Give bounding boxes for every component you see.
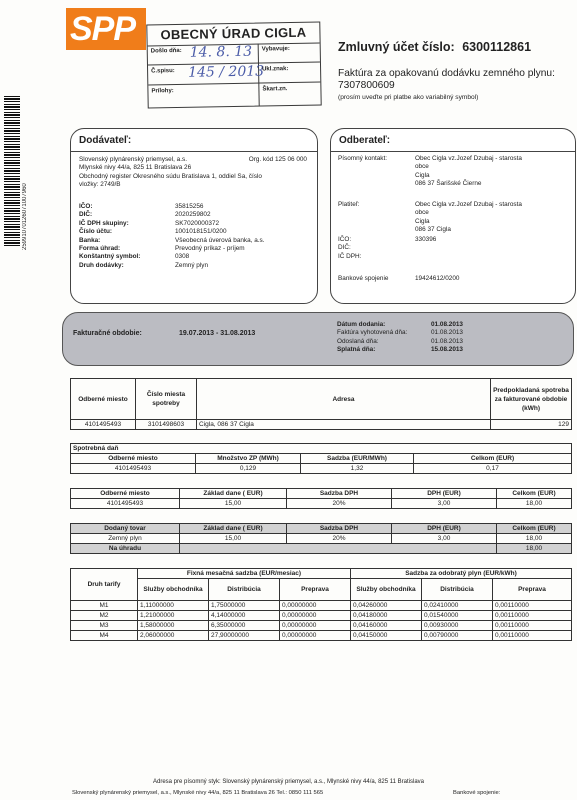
invoice-title bbox=[338, 68, 555, 92]
customer-box bbox=[330, 128, 576, 304]
supplier-field-row bbox=[79, 245, 311, 253]
excise-tax-table bbox=[70, 443, 572, 474]
supplier-field-row bbox=[79, 211, 311, 219]
vat-cell: 3,00 bbox=[392, 499, 497, 509]
tariff-col-label: Druh tarify bbox=[71, 569, 138, 601]
supplier-field-value: Všeobecná úverová banka, a.s. bbox=[175, 236, 265, 244]
payer-line: Obec Cigla vz.Jozef Dzubaj - starosta bbox=[415, 201, 522, 208]
tariff-row bbox=[71, 631, 572, 641]
supplier-field-row bbox=[79, 237, 311, 245]
office-stamp bbox=[146, 21, 321, 108]
goods-header: Dodaný tovar bbox=[71, 524, 180, 534]
vat-cell: 15,00 bbox=[180, 499, 287, 509]
contact-line: 086 37 Šarišské Čierne bbox=[415, 180, 482, 188]
supplier-address bbox=[79, 156, 311, 190]
supplier-field-label: IČ DPH skupiny: bbox=[79, 219, 129, 227]
period-date-row bbox=[337, 321, 517, 329]
period-date-value: 01.08.2013 bbox=[431, 337, 463, 345]
supplier-field-label: Číslo účtu: bbox=[79, 228, 113, 236]
excise-cell: 1,32 bbox=[301, 464, 414, 474]
tariff-subheader: Preprava bbox=[493, 579, 572, 601]
period-date-row bbox=[337, 346, 517, 354]
goods-cell: 18,00 bbox=[497, 534, 572, 544]
stamp-title: OBECNÝ ÚRAD CIGLA bbox=[147, 23, 319, 47]
supplier-field-value: Prevodný príkaz - príjem bbox=[175, 244, 245, 252]
col-predpokladana: Predpokladaná spotreba za fakturované obdobie (kWh) bbox=[491, 379, 572, 420]
stamp-doslo-value: 14. 8. 13 bbox=[189, 43, 253, 61]
period-date-label: Odoslaná dňa: bbox=[337, 337, 379, 345]
period-label: Fakturačné obdobie: bbox=[73, 330, 142, 337]
supplier-register-2: vložky: 2749/B bbox=[79, 181, 121, 189]
invoice-number: 7307800609 bbox=[338, 80, 395, 91]
period-date-value: 01.08.2013 bbox=[431, 329, 463, 337]
excise-header: Sadzba (EUR/MWh) bbox=[301, 454, 414, 464]
tariff-cell: 1,11000000 bbox=[138, 601, 209, 611]
place-cell: 129 bbox=[491, 420, 572, 430]
col-adresa: Adresa bbox=[197, 379, 491, 420]
supplier-title: Dodávateľ: bbox=[79, 135, 132, 146]
supplier-fields bbox=[79, 203, 311, 270]
excise-header: Odberné miesto bbox=[71, 454, 196, 464]
tariff-cell: 0,00790000 bbox=[422, 631, 493, 641]
ico-label: IČO: bbox=[338, 236, 352, 243]
goods-cell: 15,00 bbox=[180, 534, 287, 544]
tariff-cell: 0,00000000 bbox=[280, 601, 351, 611]
excise-header: Celkom (EUR) bbox=[414, 454, 572, 464]
supplier-field-label: Konštantný symbol: bbox=[79, 253, 141, 261]
period-date-label: Dátum dodania: bbox=[337, 321, 386, 328]
stamp-prilohy-label: Prílohy: bbox=[151, 88, 174, 95]
customer-ids bbox=[338, 236, 361, 261]
payer-line: Cigla bbox=[415, 217, 430, 225]
goods-header: Celkom (EUR) bbox=[497, 524, 572, 534]
tariff-cell: 0,04180000 bbox=[351, 611, 422, 621]
bank-value: 19424612/0200 bbox=[415, 275, 460, 282]
excise-cell: 0,129 bbox=[196, 464, 301, 474]
tariff-subheader: Služby obchodníka bbox=[351, 579, 422, 601]
supplier-field-label: IČO: bbox=[79, 203, 93, 210]
total-value: 18,00 bbox=[497, 544, 572, 554]
period-date-row bbox=[337, 329, 517, 337]
account-number bbox=[338, 40, 531, 54]
tariff-cell: 0,04260000 bbox=[351, 601, 422, 611]
place-cell: 3101498603 bbox=[136, 420, 197, 430]
tariff-cell: 0,04150000 bbox=[351, 631, 422, 641]
tariff-group-fixed: Fixná mesačná sadzba (EUR/mesiac) bbox=[138, 569, 351, 579]
tariff-cell: M3 bbox=[71, 621, 138, 631]
delivery-point-table bbox=[70, 378, 572, 430]
stamp-doslo-label: Došlo dňa: bbox=[150, 47, 182, 55]
payer-lines bbox=[415, 201, 571, 235]
supplier-field-value: 1001018151/0200 bbox=[175, 228, 227, 236]
excise-header: Množstvo ZP (MWh) bbox=[196, 454, 301, 464]
tariff-cell: 0,00110000 bbox=[493, 601, 572, 611]
tariff-cell: 0,01540000 bbox=[422, 611, 493, 621]
tariff-subheader: Služby obchodníka bbox=[138, 579, 209, 601]
tariff-cell: 0,00110000 bbox=[493, 611, 572, 621]
footer-address: Adresa pre písomný styk: Slovenský plynárenský priemysel, a.s., Mlynské nivy 44/a, 825 11 Bratislava bbox=[152, 779, 424, 785]
tariff-cell: 4,14000000 bbox=[209, 611, 280, 621]
goods-header: DPH (EUR) bbox=[392, 524, 497, 534]
goods-cell: 3,00 bbox=[392, 534, 497, 544]
vat-cell: 18,00 bbox=[497, 499, 572, 509]
billing-period-bar bbox=[62, 312, 574, 366]
stamp-vybavuje-label: Vybavuje: bbox=[261, 46, 290, 53]
period-date-row bbox=[337, 338, 517, 346]
period-date-label: Splatná dňa: bbox=[337, 346, 376, 354]
tariff-group-consumption: Sadzba za odobratý plyn (EUR/kWh) bbox=[351, 569, 572, 579]
tariff-cell: 1,58000000 bbox=[138, 621, 209, 631]
col-odberne-miesto: Odberné miesto bbox=[71, 379, 136, 420]
payer-line: 086 37 Cigla bbox=[415, 226, 451, 234]
excise-cell: 0,17 bbox=[414, 464, 572, 474]
goods-header: Sadzba DPH bbox=[287, 524, 392, 534]
period-date-value: 15.08.2013 bbox=[431, 346, 463, 354]
bank-label: Bankové spojenie bbox=[338, 275, 389, 282]
logo-text: SPP bbox=[70, 10, 136, 48]
tariff-cell: 0,00000000 bbox=[280, 611, 351, 621]
contact-line: obce bbox=[415, 163, 429, 171]
account-value: 6300112861 bbox=[462, 40, 532, 54]
footer-bank: Bankové spojenie: bbox=[453, 790, 501, 796]
tariff-row bbox=[71, 601, 572, 611]
ico-value: 330396 bbox=[415, 236, 437, 243]
supplier-field-label: Druh dodávky: bbox=[79, 261, 124, 269]
vat-header: Odberné miesto bbox=[71, 489, 180, 499]
tariff-cell: 0,00110000 bbox=[493, 621, 572, 631]
vat-cell: 4101495493 bbox=[71, 499, 180, 509]
supplier-field-label: Forma úhrad: bbox=[79, 244, 121, 252]
supplier-field-value: 35815256 bbox=[175, 203, 204, 210]
place-cell: Cigla, 086 37 Cigla bbox=[197, 420, 491, 430]
invoice-line1: Faktúra za opakovanú dodávku zemného plynu: bbox=[338, 68, 555, 79]
excise-title: Spotrebná daň bbox=[71, 444, 572, 454]
total-label: Na úhradu bbox=[71, 544, 180, 554]
supplier-field-row bbox=[79, 220, 311, 228]
supplier-field-row bbox=[79, 262, 311, 270]
vat-header: DPH (EUR) bbox=[392, 489, 497, 499]
tariff-row bbox=[71, 611, 572, 621]
excise-cell: 4101495493 bbox=[71, 464, 196, 474]
barcode-text: 25991070126071007960 bbox=[22, 183, 28, 250]
tariff-cell: 0,02410000 bbox=[422, 601, 493, 611]
tariff-cell: 0,04160000 bbox=[351, 621, 422, 631]
tariff-cell: 27,90000000 bbox=[209, 631, 280, 641]
supplier-register: Obchodný register Okresného súdu Bratislava 1, oddiel Sa, číslo bbox=[79, 172, 262, 180]
supplier-field-value: Zemný plyn bbox=[175, 261, 209, 269]
tariff-cell: 0,00000000 bbox=[280, 621, 351, 631]
vat-table bbox=[70, 488, 572, 509]
tariff-cell: 1,21000000 bbox=[138, 611, 209, 621]
supplier-org-code: Org. kód 125 06 000 bbox=[248, 156, 307, 163]
dic-label: DIČ: bbox=[338, 244, 351, 252]
tariff-cell: 0,00930000 bbox=[422, 621, 493, 631]
vat-header: Základ dane ( EUR) bbox=[180, 489, 287, 499]
supplier-field-row bbox=[79, 203, 311, 211]
place-cell: 4101495493 bbox=[71, 420, 136, 430]
tariff-cell: 1,75000000 bbox=[209, 601, 280, 611]
payer-line: obce bbox=[415, 209, 429, 217]
contact-line: Cigla bbox=[415, 171, 430, 179]
period-value: 19.07.2013 - 31.08.2013 bbox=[179, 330, 256, 337]
tariff-cell: 0,00000000 bbox=[280, 631, 351, 641]
tariff-cell: 2,06000000 bbox=[138, 631, 209, 641]
tariff-subheader: Preprava bbox=[280, 579, 351, 601]
stamp-cislo-label: Č.spisu: bbox=[151, 68, 175, 75]
tariff-cell: M4 bbox=[71, 631, 138, 641]
payer-label: Platiteľ: bbox=[338, 201, 360, 208]
contact-label: Písomný kontakt: bbox=[338, 155, 388, 162]
tariff-table bbox=[70, 568, 572, 641]
col-cislo-miesta: Číslo miesta spotreby bbox=[136, 379, 197, 420]
period-date-label: Faktúra vyhotovená dňa: bbox=[337, 329, 408, 337]
supplier-field-label: Banka: bbox=[79, 236, 101, 244]
vat-header: Sadzba DPH bbox=[287, 489, 392, 499]
tariff-subheader: Distribúcia bbox=[422, 579, 493, 601]
supplier-field-label: DIČ: bbox=[79, 211, 93, 219]
customer-title: Odberateľ: bbox=[339, 135, 391, 146]
stamp-ulznak-label: Ukl.znak: bbox=[262, 66, 289, 73]
tariff-row bbox=[71, 621, 572, 631]
stamp-skart-label: Škart.zn. bbox=[262, 86, 288, 93]
supplier-field-value: SK7020000372 bbox=[175, 219, 220, 227]
contact-line: Obec Cigla vz.Jozef Dzubaj - starosta bbox=[415, 155, 522, 162]
invoice-note: (prosím uveďte pri platbe ako variabilný symbol) bbox=[338, 94, 479, 101]
supplier-box bbox=[70, 128, 318, 304]
tariff-cell: 6,35000000 bbox=[209, 621, 280, 631]
icdph-label: IČ DPH: bbox=[338, 252, 362, 260]
supplier-name: Slovenský plynárenský priemysel, a.s. bbox=[79, 156, 187, 163]
period-dates bbox=[337, 321, 517, 355]
vat-cell: 20% bbox=[287, 499, 392, 509]
spp-logo bbox=[66, 8, 146, 50]
supplier-field-row bbox=[79, 253, 311, 261]
supplier-field-value: 2020259802 bbox=[175, 211, 211, 219]
account-label: Zmluvný účet číslo: bbox=[338, 40, 455, 54]
vat-header: Celkom (EUR) bbox=[497, 489, 572, 499]
stamp-cislo-value: 145 / 2013 bbox=[187, 63, 265, 81]
goods-cell: Zemný plyn bbox=[71, 534, 180, 544]
supplier-street: Mlynské nivy 44/a, 825 11 Bratislava 26 bbox=[79, 164, 192, 172]
tariff-cell: 0,00110000 bbox=[493, 631, 572, 641]
supplier-field-row bbox=[79, 228, 311, 236]
period-date-value: 01.08.2013 bbox=[431, 321, 463, 328]
tariff-cell: M1 bbox=[71, 601, 138, 611]
goods-cell: 20% bbox=[287, 534, 392, 544]
goods-table bbox=[70, 523, 572, 554]
barcode bbox=[4, 96, 20, 248]
tariff-subheader: Distribúcia bbox=[209, 579, 280, 601]
contact-lines bbox=[415, 155, 571, 189]
tariff-cell: M2 bbox=[71, 611, 138, 621]
goods-header: Základ dane ( EUR) bbox=[180, 524, 287, 534]
footer-company: Slovenský plynárenský priemysel, a.s., Mlynské nivy 44/a, 825 11 Bratislava 26 Tel.: 0850 111 565 bbox=[72, 790, 324, 796]
supplier-field-value: 0308 bbox=[175, 253, 190, 261]
